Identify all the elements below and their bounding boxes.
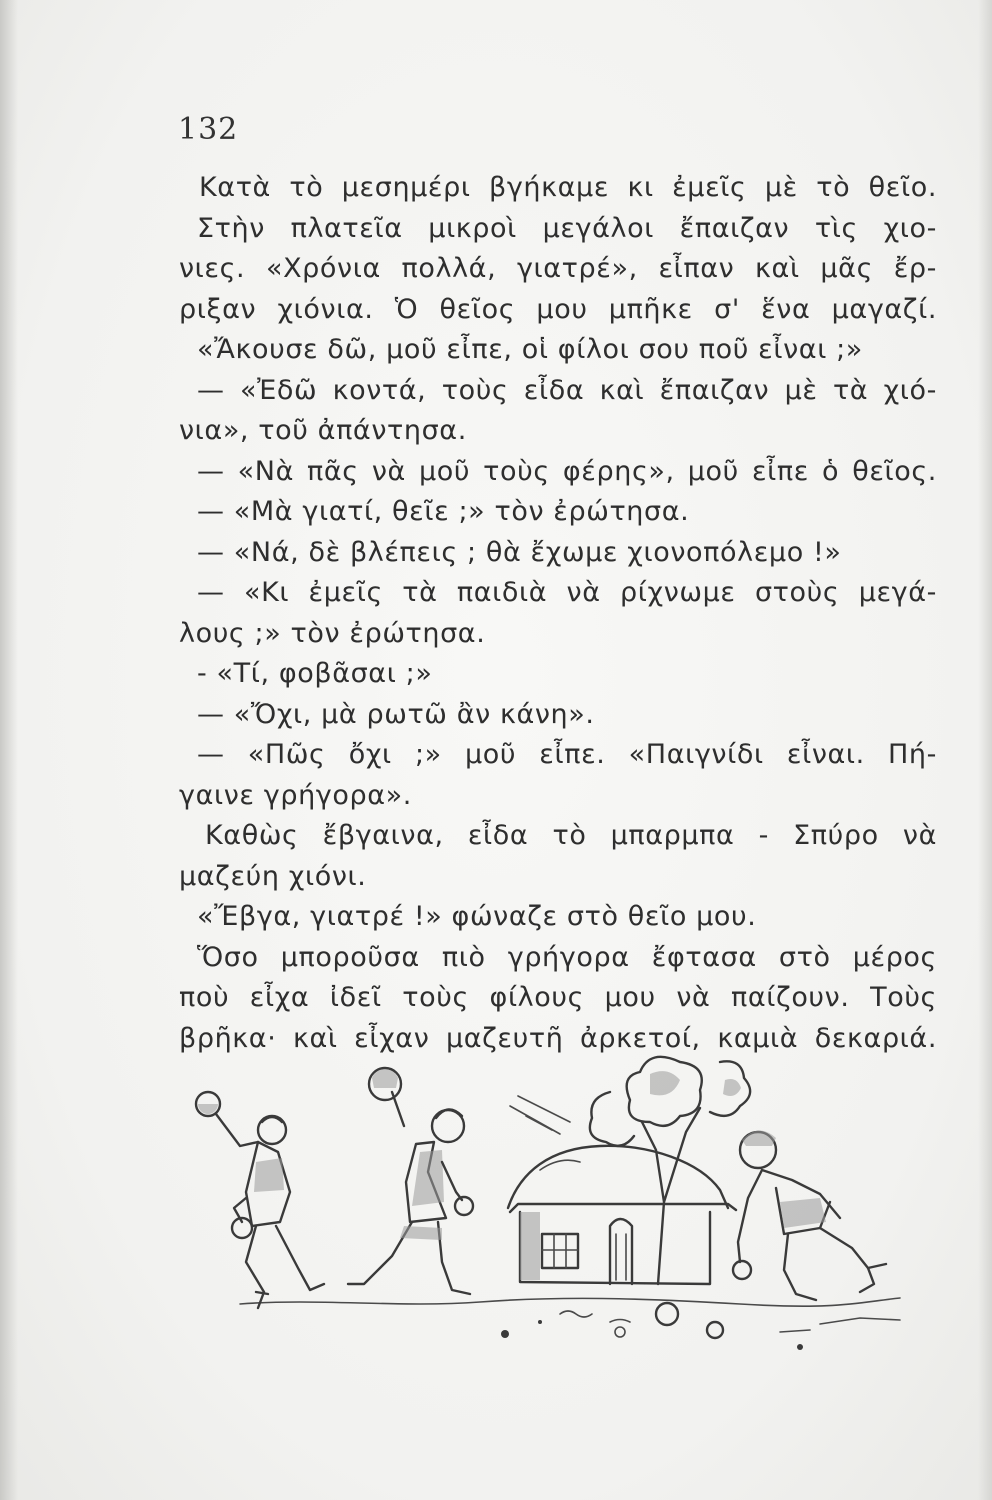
text-line: Καθὼς ἔβγαινα, εἶδα τὸ μπαρμπα - Σπύρο νὰ (205, 820, 937, 851)
snowball-fight-drawing-icon (180, 1022, 920, 1362)
text-line: μαζεύη χιόνι. (179, 860, 367, 892)
text-line: βρῆκα· καὶ εἶχαν μαζευτῆ ἀρκετοί, καμιὰ δεκαριά. (179, 1022, 937, 1054)
text-line: Ὅσο μποροῦσα πιὸ γρήγορα ἔφτασα στὸ μέρος (197, 941, 937, 973)
text-line: — «Κι ἐμεῖς τὰ παιδιὰ νὰ ρίχνωμε στοὺς μεγά- (197, 577, 937, 608)
text-line: - «Τί, φοβᾶσαι ;» (197, 658, 433, 689)
text-line: — «Ἐδῶ κοντά, τοὺς εἶδα καὶ ἔπαιζαν μὲ τὰ χιό- (197, 374, 937, 406)
text-line: «Ἄκουσε δῶ, μοῦ εἶπε, οἱ φίλοι σου ποῦ εἶναι ;» (197, 334, 863, 365)
text-line: νιες. «Χρόνια πολλά, γιατρέ», εἶπαν καὶ μᾶς ἔρ- (179, 253, 937, 284)
text-line: νια», τοῦ ἀπάντησα. (179, 415, 467, 446)
text-line: Κατὰ τὸ μεσημέρι βγήκαμε κι ἐμεῖς μὲ τὸ θεῖο. (199, 172, 937, 203)
boy-middle-figure (348, 1068, 473, 1294)
page-number: 132 (178, 112, 239, 147)
snowball-fight-illustration (180, 1022, 920, 1362)
text-line: ποὺ εἶχα ἰδεῖ τοὺς φίλους μου νὰ παίζουν. Τοὺς (179, 982, 937, 1013)
ground-line (240, 1298, 900, 1306)
text-line: — «Νά, δὲ βλέπεις ; θὰ ἔχωμε χιονοπόλεμο !» (197, 536, 842, 568)
text-line: Στὴν πλατεῖα μικροὶ μεγάλοι ἔπαιζαν τὶς χιο- (197, 212, 937, 244)
page-edge-shadow-left (0, 0, 18, 1500)
text-line: — «Μὰ γιατί, θεῖε ;» τὸν ἐρώτησα. (197, 496, 690, 527)
boy-left-figure (196, 1092, 324, 1308)
page-edge-shadow-right (978, 0, 992, 1500)
text-line: γαινε γρήγορα». (179, 779, 412, 811)
body-text (179, 168, 937, 1059)
tree-drawing (590, 1057, 750, 1284)
text-line: — «Νὰ πᾶς νὰ μοῦ τοὺς φέρης», μοῦ εἶπε ὁ θεῖος. (197, 455, 937, 487)
snowball-on-ground (656, 1303, 678, 1325)
text-line: λους ;» τὸν ἐρώτησα. (179, 617, 486, 649)
text-line: — «Ὄχι, μὰ ρωτῶ ἂν κάνη». (197, 698, 595, 730)
text-line: — «Πῶς ὄχι ;» μοῦ εἶπε. «Παιγνίδι εἶναι. Πή- (197, 739, 937, 770)
boy-right-figure (733, 1130, 886, 1300)
house-drawing (508, 1146, 736, 1284)
text-line: «Ἔβγα, γιατρέ !» φώναζε στὸ θεῖο μου. (197, 901, 757, 932)
text-line: ριξαν χιόνια. Ὁ θεῖος μου μπῆκε σ' ἕνα μαγαζί. (179, 293, 937, 325)
